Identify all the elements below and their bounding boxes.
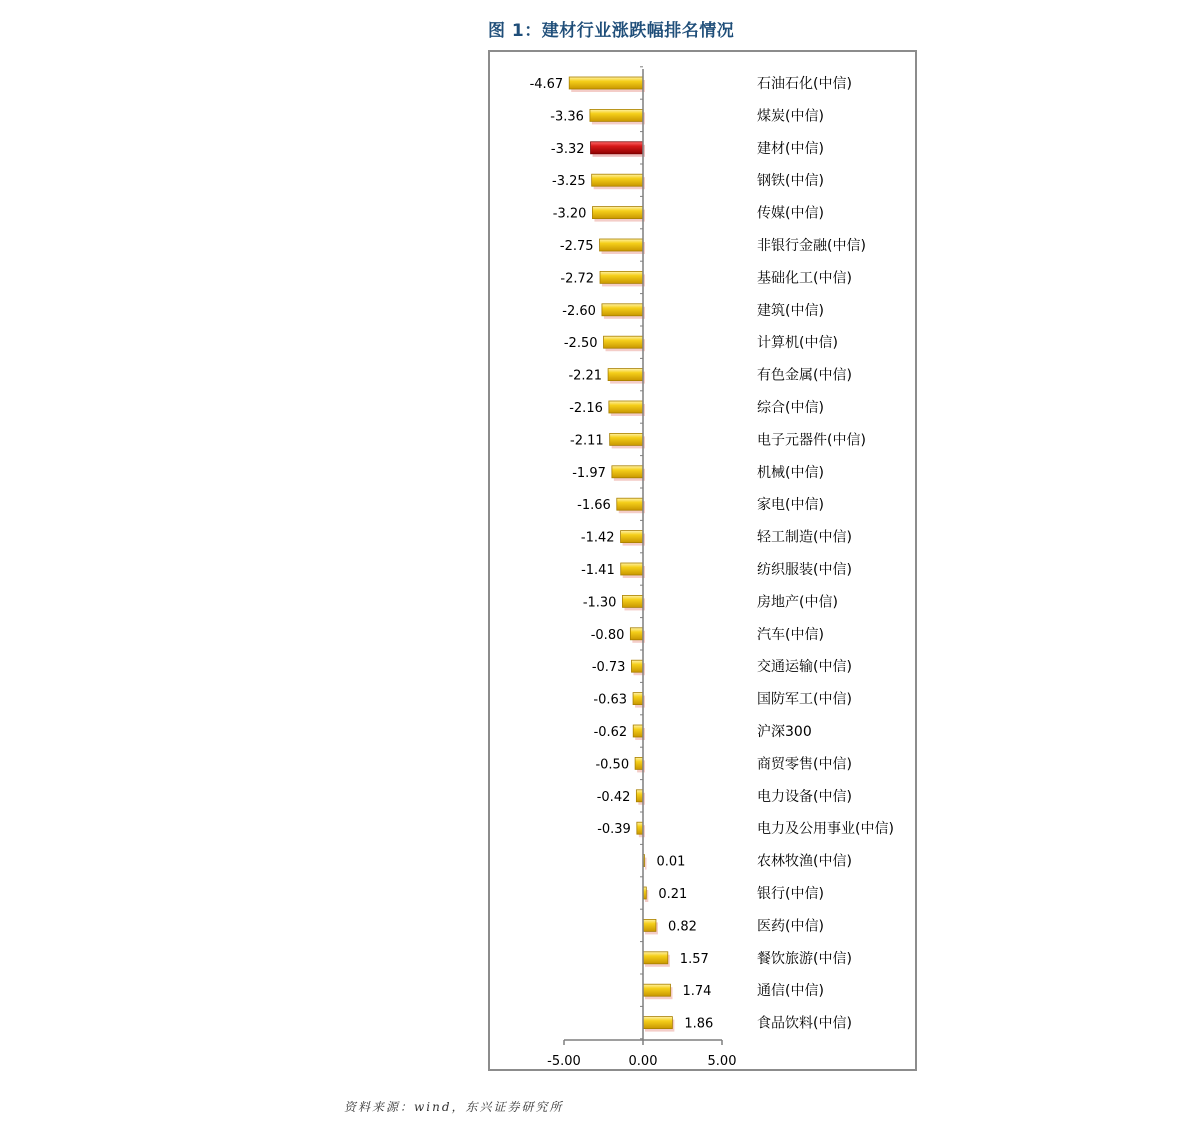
category-label: 煤炭(中信) <box>757 108 824 125</box>
category-label: 机械(中信) <box>757 464 824 481</box>
x-tick-label: -5.00 <box>547 1054 581 1069</box>
bar <box>643 919 656 931</box>
category-label: 国防军工(中信) <box>757 691 852 708</box>
category-label: 计算机(中信) <box>757 335 838 352</box>
bar <box>592 174 643 186</box>
data-label: -0.62 <box>593 725 628 740</box>
data-label: -3.20 <box>552 206 587 222</box>
data-label: -2.60 <box>562 303 596 319</box>
category-label: 医药(中信) <box>757 918 824 935</box>
bar <box>609 401 643 413</box>
bar <box>621 531 643 543</box>
bar <box>636 790 643 802</box>
bar <box>643 952 668 964</box>
category-label: 商贸零售(中信) <box>757 756 852 773</box>
category-label: 钢铁(中信) <box>757 173 824 190</box>
data-label: -0.73 <box>591 660 626 676</box>
data-label: -3.25 <box>552 174 586 190</box>
data-label: -0.42 <box>596 789 631 805</box>
data-label: -0.50 <box>595 757 630 773</box>
category-label: 建材(中信) <box>757 140 824 157</box>
bars-layer <box>530 75 894 1032</box>
data-label: -0.63 <box>593 692 628 708</box>
category-label: 轻工制造(中信) <box>757 529 852 546</box>
category-label: 餐饮旅游(中信) <box>757 950 852 967</box>
category-label: 电力及公用事业(中信) <box>757 821 894 838</box>
bar <box>633 725 643 737</box>
category-label: 电力设备(中信) <box>757 788 852 805</box>
bar <box>630 628 643 640</box>
x-tick-label: 0.00 <box>628 1054 658 1069</box>
bar <box>617 498 643 510</box>
data-label: -2.16 <box>569 401 603 416</box>
data-label: 1.86 <box>684 1016 714 1032</box>
data-label: -0.39 <box>597 822 631 838</box>
figure-title: 图 1：建材行业涨跌幅排名情况 <box>488 21 735 41</box>
data-label: 1.74 <box>682 984 712 1000</box>
bar <box>637 822 643 834</box>
data-label: -2.75 <box>559 239 594 254</box>
category-label: 食品饮料(中信) <box>757 1015 852 1032</box>
x-tick-label: 5.00 <box>707 1054 737 1069</box>
bar-highlight <box>591 142 643 154</box>
category-label: 石油石化(中信) <box>757 76 852 92</box>
bar <box>633 693 643 705</box>
category-label: 纺织服装(中信) <box>757 562 852 578</box>
category-label: 汽车(中信) <box>757 626 824 643</box>
category-label: 交通运输(中信) <box>757 659 852 676</box>
data-label: -4.67 <box>529 77 564 92</box>
bar <box>612 466 643 478</box>
data-label: 1.57 <box>679 951 709 967</box>
bar <box>621 563 643 575</box>
data-label: -2.21 <box>568 368 603 384</box>
category-label: 通信(中信) <box>757 983 824 1000</box>
data-label: 0.21 <box>658 887 688 902</box>
category-label: 家电(中信) <box>757 497 824 514</box>
bar <box>608 369 643 381</box>
data-label: -3.36 <box>550 109 584 125</box>
bar <box>590 109 643 121</box>
data-label: -1.30 <box>582 595 617 611</box>
bar <box>592 207 643 219</box>
bar <box>643 984 670 996</box>
category-label: 银行(中信) <box>757 886 824 902</box>
source-note: 资料来源：wind，东兴证券研究所 <box>344 1100 564 1114</box>
bar <box>602 304 643 316</box>
bar <box>569 77 643 89</box>
data-label: -3.32 <box>550 141 585 157</box>
bar <box>643 1017 672 1029</box>
bar <box>622 595 643 607</box>
bar <box>600 271 643 283</box>
bar <box>635 757 643 769</box>
bar <box>610 433 643 445</box>
category-label: 房地产(中信) <box>757 594 838 611</box>
data-label: -2.72 <box>560 271 595 287</box>
bar <box>604 336 644 348</box>
category-label: 电子元器件(中信) <box>757 432 866 449</box>
data-label: -1.41 <box>581 563 615 578</box>
data-label: -2.11 <box>570 433 604 449</box>
bar <box>631 660 643 672</box>
category-label: 沪深300 <box>757 724 812 740</box>
category-label: 有色金属(中信) <box>757 367 852 384</box>
bar-shadow <box>645 858 647 870</box>
data-label: -1.42 <box>580 530 615 546</box>
data-label: 0.82 <box>667 919 697 935</box>
category-label: 综合(中信) <box>757 400 824 416</box>
data-label: 0.01 <box>656 854 686 870</box>
category-label: 传媒(中信) <box>757 205 824 222</box>
data-label: -1.97 <box>572 465 606 481</box>
category-label: 非银行金融(中信) <box>757 238 866 254</box>
data-label: -0.80 <box>590 627 625 643</box>
category-label: 建筑(中信) <box>757 302 824 319</box>
category-label: 基础化工(中信) <box>757 270 852 287</box>
data-label: -2.50 <box>563 336 598 352</box>
bar <box>600 239 643 251</box>
data-label: -1.66 <box>577 498 611 514</box>
category-label: 农林牧渔(中信) <box>757 853 852 870</box>
